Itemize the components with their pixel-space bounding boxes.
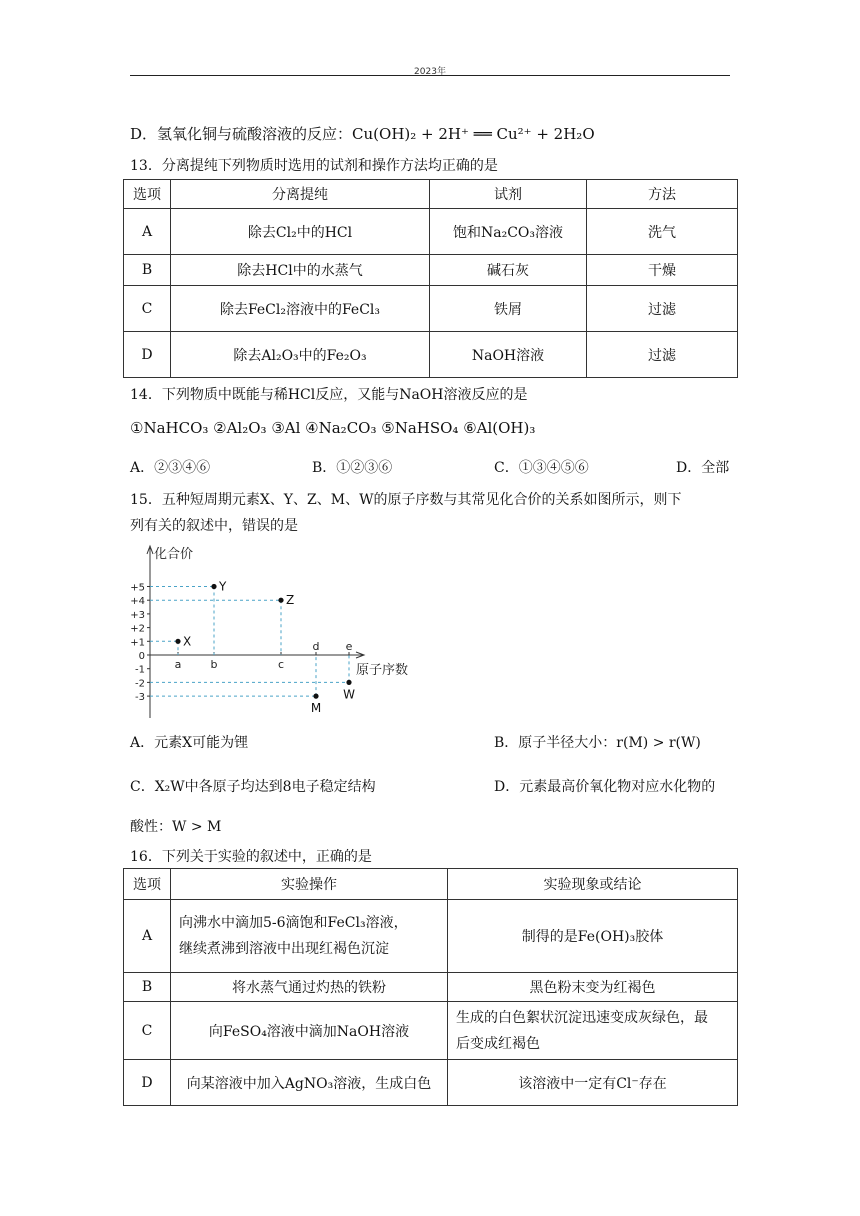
q16-table	[123, 868, 738, 1106]
table-cell: 除去Al₂O₃中的Fe₂O₃	[171, 332, 430, 378]
header-rule	[130, 75, 730, 76]
q16-stem: 16．下列关于实验的叙述中，正确的是	[130, 849, 372, 865]
x-axis-label: 原子序数	[356, 663, 409, 678]
q15-option-a: A．元素X可能为锂	[130, 735, 249, 751]
data-point	[346, 680, 351, 685]
table-cell: 碱石灰	[430, 255, 587, 286]
q14-option-b: B．①②③⑥	[312, 460, 393, 476]
table-cell: 向某溶液中加入AgNO₃溶液，生成白色	[171, 1060, 448, 1106]
data-point	[313, 694, 318, 699]
x-tick-label: b	[210, 658, 218, 671]
y-tick-label: +5	[130, 582, 145, 594]
table-cell	[448, 1002, 738, 1060]
table-cell: 黑色粉末变为红褐色	[448, 973, 738, 1002]
q14-option-d: D．全部	[676, 460, 730, 476]
table-cell: A	[124, 209, 171, 255]
y-tick-label: +1	[130, 637, 145, 649]
table-cell: 饱和Na₂CO₃溶液	[430, 209, 587, 255]
point-label: W	[343, 687, 355, 702]
q16-header: 实验现象或结论	[448, 869, 738, 900]
y-tick-label: +2	[130, 623, 145, 635]
point-label: Z	[286, 593, 295, 608]
point-label: Y	[219, 579, 227, 594]
cell-line: 向沸水中滴加5-6滴饱和FeCl₃溶液，	[179, 915, 408, 931]
y-tick-label: -1	[135, 664, 145, 676]
data-point	[175, 639, 180, 644]
q13-header: 试剂	[430, 180, 587, 209]
q14-stem: 14．下列物质中既能与稀HCl反应，又能与NaOH溶液反应的是	[130, 387, 528, 403]
data-point	[278, 598, 283, 603]
y-tick-label: +3	[130, 609, 145, 621]
q14-option-a: A．②③④⑥	[130, 460, 211, 476]
table-cell: D	[124, 1060, 171, 1106]
q15-stem-line2: 列有关的叙述中，错误的是	[130, 518, 298, 534]
q16-header: 实验操作	[171, 869, 448, 900]
table-cell: NaOH溶液	[430, 332, 587, 378]
y-tick-label: 0	[138, 651, 145, 662]
x-tick-label: a	[174, 658, 182, 671]
table-cell: C	[124, 286, 171, 332]
point-label: M	[310, 701, 322, 716]
y-tick-label: +4	[130, 596, 145, 608]
cell-line: 后变成红褐色	[456, 1035, 540, 1052]
q15-stem-line1: 15．五种短周期元素X、Y、Z、M、W的原子序数与其常见化合价的关系如图所示，则下	[130, 492, 682, 508]
q13-header: 分离提纯	[171, 180, 430, 209]
table-cell: 该溶液中一定有Cl⁻存在	[448, 1060, 738, 1106]
y-tick-label: -3	[135, 692, 145, 704]
q13-stem: 13．分离提纯下列物质时选用的试剂和操作方法均正确的是	[130, 158, 498, 174]
x-tick-label: e	[345, 640, 353, 653]
q14-items: ①NaHCO₃ ②Al₂O₃ ③Al ④Na₂CO₃ ⑤NaHSO₄ ⑥Al(OH)₃	[130, 419, 536, 437]
table-cell: B	[124, 973, 171, 1002]
table-cell: B	[124, 255, 171, 286]
q13-header: 方法	[587, 180, 738, 209]
q12-option-d: D．氢氧化铜与硫酸溶液的反应：Cu(OH)₂ + 2H⁺ ══ Cu²⁺ + 2H₂O	[130, 125, 595, 143]
table-cell: 将水蒸气通过灼热的铁粉	[171, 973, 448, 1002]
x-tick-label: c	[277, 658, 285, 671]
y-axis-label: 化合价	[154, 547, 194, 562]
point-label: X	[183, 634, 192, 649]
q13-header: 选项	[124, 180, 171, 209]
table-cell: D	[124, 332, 171, 378]
table-cell: 除去HCl中的水蒸气	[171, 255, 430, 286]
table-cell: 除去Cl₂中的HCl	[171, 209, 430, 255]
table-cell: C	[124, 1002, 171, 1060]
q13-table	[123, 179, 738, 378]
valence-chart	[128, 540, 428, 720]
table-cell: 洗气	[587, 209, 738, 255]
cell-line: 继续煮沸到溶液中出现红褐色沉淀	[179, 941, 389, 957]
q15-option-d: D．元素最高价氧化物对应水化物的	[494, 779, 716, 795]
data-point	[211, 584, 216, 589]
table-cell: 制得的是Fe(OH)₃胶体	[448, 900, 738, 973]
table-cell	[171, 900, 448, 973]
table-cell: 过滤	[587, 286, 738, 332]
x-tick-label: d	[312, 640, 320, 653]
table-cell: 向FeSO₄溶液中滴加NaOH溶液	[171, 1002, 448, 1060]
q14-option-c: C．①③④⑤⑥	[494, 460, 589, 476]
cell-line: 生成的白色絮状沉淀迅速变成灰绿色，最	[456, 1009, 708, 1026]
q16-header: 选项	[124, 869, 171, 900]
y-tick-label: -2	[135, 678, 145, 690]
table-cell: A	[124, 900, 171, 973]
table-cell: 过滤	[587, 332, 738, 378]
q15-option-d-continued: 酸性：W > M	[130, 819, 222, 835]
table-cell: 除去FeCl₂溶液中的FeCl₃	[171, 286, 430, 332]
page-header: 2023年	[414, 67, 446, 77]
q15-option-c: C．X₂W中各原子均达到8电子稳定结构	[130, 779, 376, 795]
table-cell: 铁屑	[430, 286, 587, 332]
table-cell: 干燥	[587, 255, 738, 286]
q15-option-b: B．原子半径大小：r(M) > r(W)	[494, 735, 701, 751]
